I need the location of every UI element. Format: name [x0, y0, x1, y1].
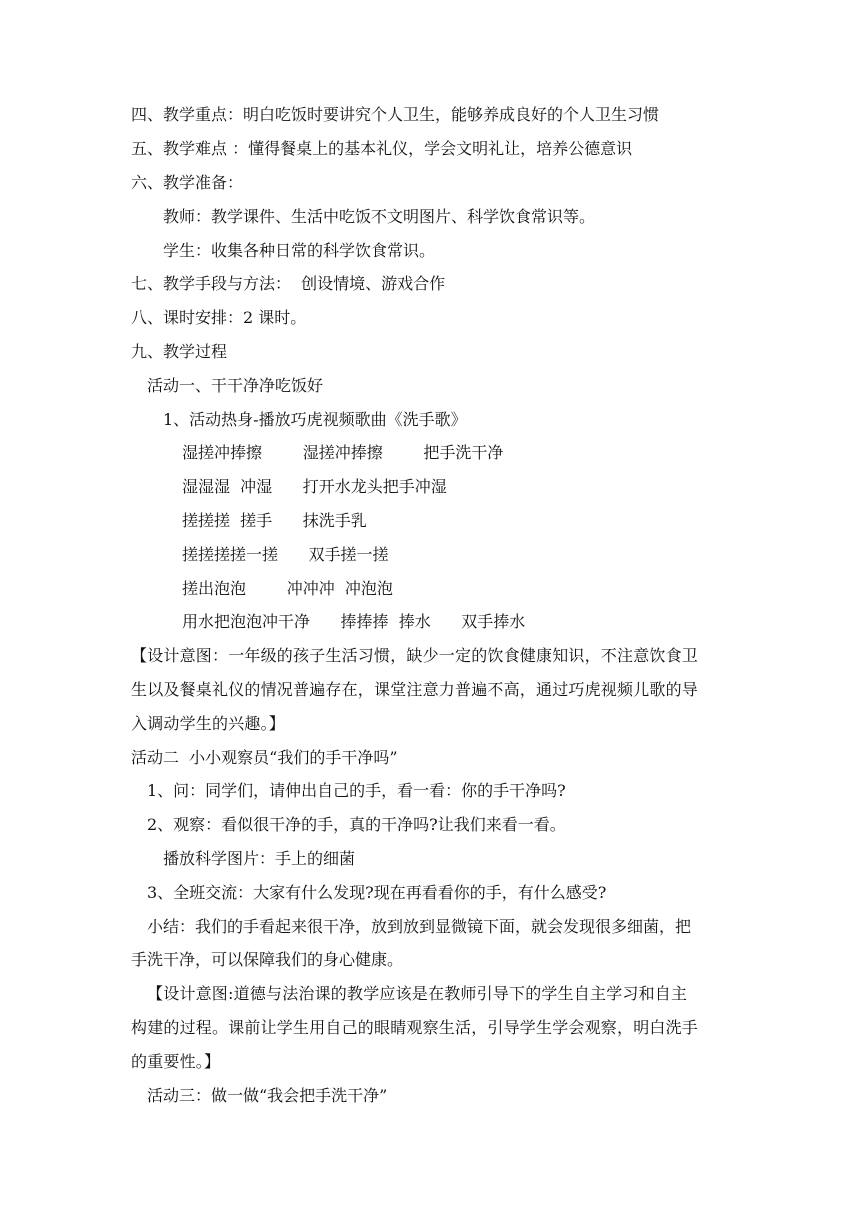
- song-line-2: 湿湿湿 冲湿 打开水龙头把手冲湿: [182, 477, 447, 496]
- activity-2-step-3: 3、全班交流：大家有什么发现?现在再看看你的手，有什么感受?: [147, 883, 607, 902]
- activity-2-show-picture: 播放科学图片：手上的细菌: [163, 849, 356, 868]
- section-8-schedule: 八、课时安排：2 课时。: [131, 308, 307, 327]
- song-line-3: 搓搓搓 搓手 抹洗手乳: [182, 511, 367, 530]
- activity-1-title: 活动一、干干净净吃饭好: [147, 376, 324, 395]
- section-4-teaching-focus: 四、教学重点：明白吃饭时要讲究个人卫生，能够养成良好的个人卫生习惯: [131, 105, 660, 124]
- section-5-teaching-difficulty: 五、教学难点 ：懂得餐桌上的基本礼仪，学会文明礼让，培养公德意识: [131, 139, 633, 158]
- song-line-5: 搓出泡泡 冲冲冲 冲泡泡: [182, 579, 393, 598]
- song-line-1: 湿搓冲捧擦 湿搓冲捧擦 把手洗干净: [182, 443, 504, 462]
- song-line-4: 搓搓搓搓一搓 双手搓一搓: [182, 545, 389, 564]
- activity-2-step-2: 2、观察：看似很干净的手，真的干净吗?让我们来看一看。: [147, 815, 566, 834]
- activity-2-title: 活动二 小小观察员“我们的手干净吗”: [131, 748, 398, 767]
- student-preparation: 学生：收集各种日常的科学饮食常识。: [163, 241, 436, 260]
- section-7-methods: 七、教学手段与方法： 创设情境、游戏合作: [131, 274, 446, 293]
- activity-2-step-1: 1、问：同学们，请伸出自己的手，看一看：你的手干净吗?: [147, 781, 566, 800]
- teacher-preparation: 教师：教学课件、生活中吃饭不文明图片、科学饮食常识等。: [163, 207, 596, 226]
- design-intent-1-line-1: 【设计意图：一年级的孩子生活习惯，缺少一定的饮食健康知识，不注意饮食卫: [131, 646, 699, 665]
- summary-line-2: 手洗干净，可以保障我们的身心健康。: [131, 950, 404, 969]
- summary-line-1: 小结：我们的手看起来很干净，放到放到显微镜下面，就会发现很多细菌，把: [147, 917, 692, 936]
- section-9-process: 九、教学过程: [131, 342, 228, 361]
- design-intent-2-line-1: 【设计意图:道德与法治课的教学应该是在教师引导下的学生自主学习和自主: [147, 984, 688, 1003]
- design-intent-2-line-2: 构建的过程。课前让学生用自己的眼睛观察生活，引导学生学会观察，明白洗手: [131, 1018, 699, 1037]
- activity-1-step-1: 1、活动热身-播放巧虎视频歌曲《洗手歌》: [163, 410, 467, 429]
- design-intent-2-line-3: 的重要性。】: [131, 1052, 221, 1071]
- design-intent-1-line-2: 生以及餐桌礼仪的情况普遍存在，课堂注意力普遍不高，通过巧虎视频儿歌的导: [131, 680, 699, 699]
- section-6-teaching-preparation: 六、教学准备：: [131, 173, 244, 192]
- song-line-6: 用水把泡泡冲干净 捧捧捧 捧水 双手捧水: [182, 612, 526, 631]
- design-intent-1-line-3: 入调动学生的兴趣。】: [131, 714, 286, 733]
- activity-3-title: 活动三：做一做“我会把手洗干净”: [147, 1086, 388, 1105]
